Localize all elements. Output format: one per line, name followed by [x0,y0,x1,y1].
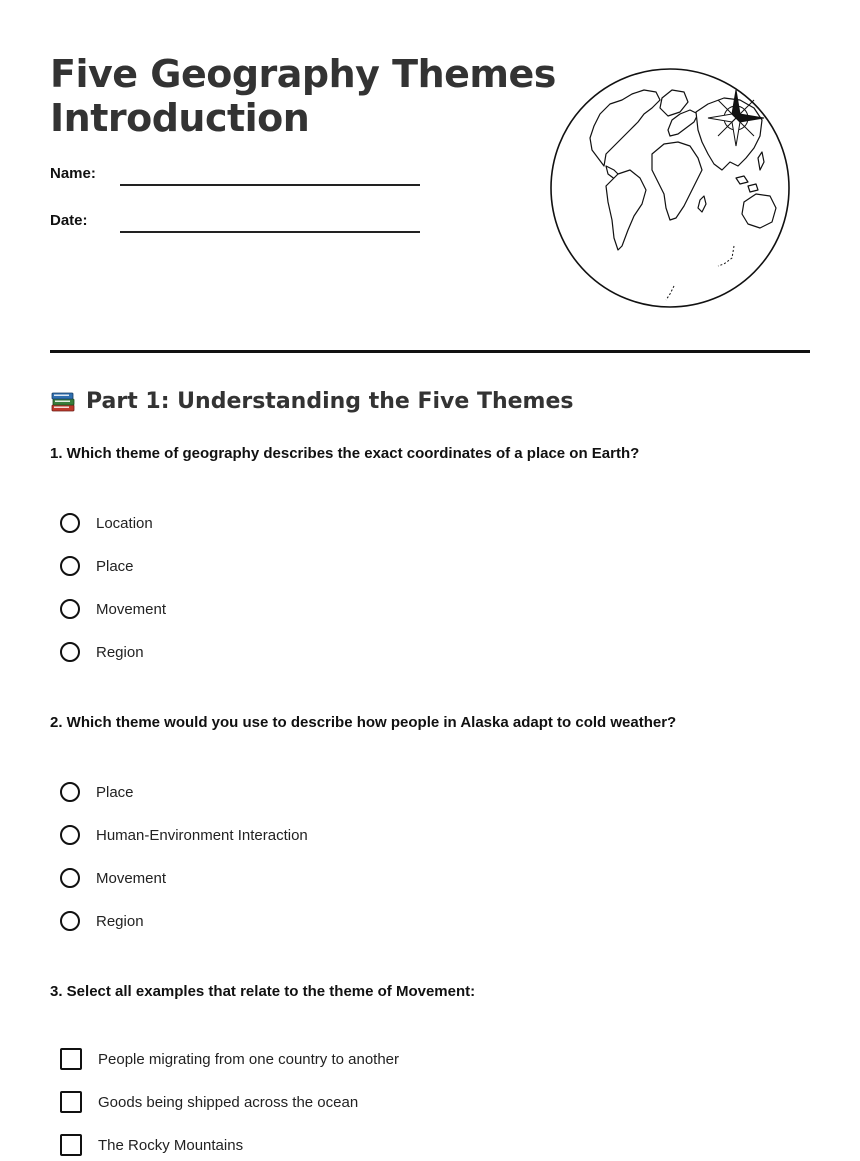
date-line[interactable] [120,231,420,233]
option-label: Human-Environment Interaction [96,826,308,844]
name-label: Name: [50,165,96,182]
checkbox[interactable] [60,1048,82,1070]
q2-option-region[interactable] [60,909,144,933]
radio-button[interactable] [60,513,80,533]
globe-icon [548,66,792,310]
q3-option-goods-shipped[interactable] [60,1090,358,1114]
option-label: Place [96,557,134,575]
worksheet-title [50,52,556,140]
option-label: Movement [96,869,167,887]
question-1: 1. Which theme of geography describes the exact coordinates of a place on Earth? [50,445,640,462]
q1-option-region[interactable] [60,640,144,664]
section-divider [50,350,810,353]
books-icon [50,388,76,414]
option-label: Region [96,912,144,930]
option-label: The Rocky Mountains [98,1136,244,1154]
checkbox[interactable] [60,1091,82,1113]
title-line-1: Five Geography Themes [50,52,556,96]
part1-heading [50,388,573,414]
date-label: Date: [50,212,88,229]
q1-option-location[interactable] [60,511,153,535]
q2-option-place[interactable] [60,780,134,804]
q1-option-movement[interactable] [60,597,166,621]
radio-button[interactable] [60,556,80,576]
q3-option-rocky-mountains[interactable] [60,1133,243,1157]
date-field[interactable] [50,212,430,236]
q2-option-movement[interactable] [60,866,166,890]
radio-button[interactable] [60,782,80,802]
radio-button[interactable] [60,642,80,662]
option-label: Goods being shipped across the ocean [98,1093,359,1111]
option-label: Place [96,783,134,801]
radio-button[interactable] [60,825,80,845]
q3-option-migrating[interactable] [60,1047,399,1071]
option-label: Movement [96,600,167,618]
checkbox[interactable] [60,1134,82,1156]
part1-heading-text: Part 1: Understanding the Five Themes [86,388,574,414]
radio-button[interactable] [60,868,80,888]
option-label: Location [96,514,153,532]
radio-button[interactable] [60,599,80,619]
option-label: Region [96,643,144,661]
q2-option-human-environment[interactable] [60,823,308,847]
title-line-2: Introduction [50,96,310,140]
question-2: 2. Which theme would you use to describe how people in Alaska adapt to cold weather? [50,714,677,731]
question-3: 3. Select all examples that relate to the theme of Movement: [50,983,476,1000]
option-label: People migrating from one country to another [98,1050,400,1068]
name-line[interactable] [120,184,420,186]
name-field[interactable] [50,165,430,189]
q1-option-place[interactable] [60,554,134,578]
radio-button[interactable] [60,911,80,931]
